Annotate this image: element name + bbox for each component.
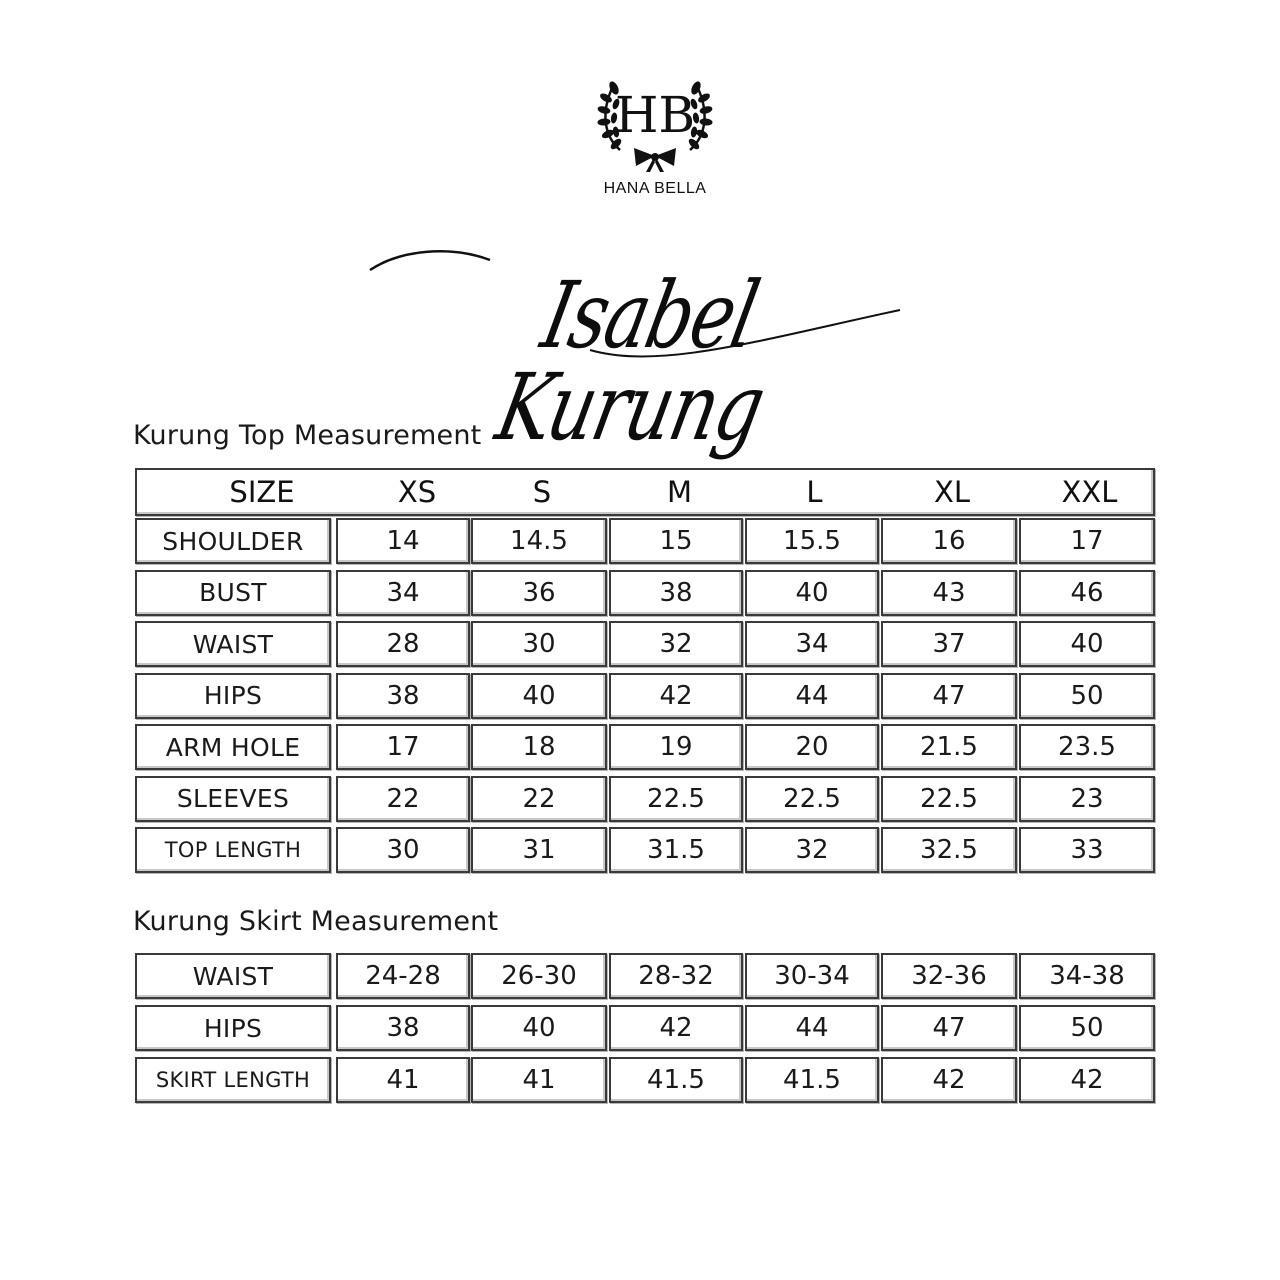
measurement-cell: 46 [1019, 570, 1155, 616]
row-label: HIPS [135, 673, 331, 719]
measurement-cell: 28 [336, 621, 470, 667]
measurement-cell: 15 [609, 518, 743, 564]
measurement-cell: 22.5 [609, 776, 743, 822]
top-measurement-heading: Kurung Top Measurement [133, 420, 482, 451]
measurement-cell: 34 [336, 570, 470, 616]
laurel-wreath-icon [590, 70, 720, 180]
measurement-cell: 42 [609, 1005, 743, 1051]
row-label: WAIST [135, 953, 331, 999]
bow-icon [634, 148, 676, 172]
measurement-cell: 34 [745, 621, 879, 667]
measurement-cell: 38 [336, 673, 470, 719]
measurement-cell: 32 [609, 621, 743, 667]
measurement-cell: 47 [881, 673, 1017, 719]
measurement-cell: 42 [881, 1057, 1017, 1103]
measurement-cell: 26-30 [471, 953, 607, 999]
measurement-cell: 31.5 [609, 827, 743, 873]
title-script-text: Isabel Kurung [488, 262, 773, 461]
measurement-cell: 28-32 [609, 953, 743, 999]
measurement-cell: 22.5 [881, 776, 1017, 822]
row-label: ARM HOLE [135, 724, 331, 770]
measurement-cell: 41.5 [609, 1057, 743, 1103]
measurement-cell: 33 [1019, 827, 1155, 873]
measurement-cell: 36 [471, 570, 607, 616]
measurement-cell: 24-28 [336, 953, 470, 999]
measurement-cell: 40 [471, 673, 607, 719]
measurement-cell: 15.5 [745, 518, 879, 564]
measurement-cell: 38 [336, 1005, 470, 1051]
measurement-cell: 14.5 [471, 518, 607, 564]
measurement-cell: 17 [336, 724, 470, 770]
monogram-text: HB [614, 86, 696, 144]
measurement-cell: 38 [609, 570, 743, 616]
measurement-cell: 40 [1019, 621, 1155, 667]
measurement-cell: 21.5 [881, 724, 1017, 770]
size-header-l: L [806, 475, 823, 509]
measurement-cell: 34-38 [1019, 953, 1155, 999]
measurement-cell: 17 [1019, 518, 1155, 564]
measurement-cell: 18 [471, 724, 607, 770]
measurement-cell: 40 [471, 1005, 607, 1051]
measurement-cell: 22 [336, 776, 470, 822]
measurement-cell: 23 [1019, 776, 1155, 822]
size-header-row [135, 468, 1155, 516]
size-header-label: SIZE [229, 475, 295, 509]
measurement-cell: 43 [881, 570, 1017, 616]
row-label: WAIST [135, 621, 331, 667]
monogram-hb [615, 86, 695, 144]
measurement-cell: 41.5 [745, 1057, 879, 1103]
row-label: SLEEVES [135, 776, 331, 822]
product-title [340, 230, 940, 461]
size-header-m: M [666, 475, 693, 509]
measurement-cell: 40 [745, 570, 879, 616]
measurement-cell: 41 [336, 1057, 470, 1103]
measurement-cell: 16 [881, 518, 1017, 564]
size-header-xs: XS [397, 475, 437, 509]
measurement-cell: 32.5 [881, 827, 1017, 873]
measurement-cell: 32 [745, 827, 879, 873]
measurement-cell: 14 [336, 518, 470, 564]
measurement-cell: 20 [745, 724, 879, 770]
measurement-cell: 47 [881, 1005, 1017, 1051]
measurement-cell: 22.5 [745, 776, 879, 822]
size-header-s: S [532, 475, 552, 509]
measurement-cell: 50 [1019, 1005, 1155, 1051]
measurement-cell: 30 [471, 621, 607, 667]
measurement-cell: 41 [471, 1057, 607, 1103]
measurement-cell: 19 [609, 724, 743, 770]
measurement-cell: 44 [745, 1005, 879, 1051]
skirt-measurement-heading: Kurung Skirt Measurement [133, 906, 499, 937]
measurement-cell: 22 [471, 776, 607, 822]
row-label: SHOULDER [135, 518, 331, 564]
measurement-cell: 37 [881, 621, 1017, 667]
measurement-cell: 30-34 [745, 953, 879, 999]
size-header-xl: XL [933, 475, 971, 509]
measurement-cell: 42 [1019, 1057, 1155, 1103]
row-label: TOP LENGTH [135, 827, 331, 873]
row-label: HIPS [135, 1005, 331, 1051]
measurement-cell: 31 [471, 827, 607, 873]
row-label: BUST [135, 570, 331, 616]
measurement-cell: 23.5 [1019, 724, 1155, 770]
measurement-cell: 44 [745, 673, 879, 719]
row-label: SKIRT LENGTH [135, 1057, 331, 1103]
measurement-cell: 42 [609, 673, 743, 719]
measurement-cell: 30 [336, 827, 470, 873]
measurement-cell: 32-36 [881, 953, 1017, 999]
size-header-xxl: XXL [1061, 475, 1118, 509]
brand-name: HANA BELLA [603, 180, 707, 197]
measurement-cell: 50 [1019, 673, 1155, 719]
